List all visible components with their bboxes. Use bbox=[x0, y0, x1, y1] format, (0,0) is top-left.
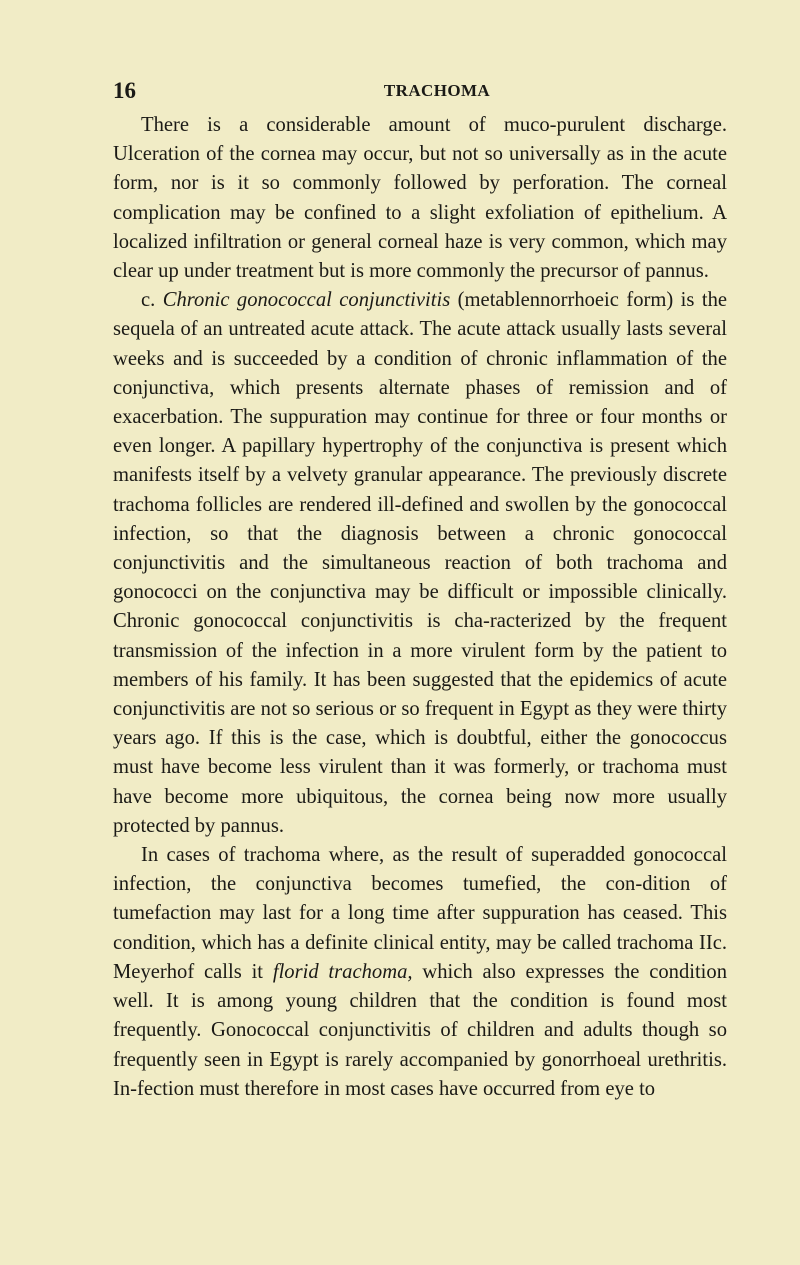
paragraph-1-text: There is a considerable amount of muco-purulent discharge. Ulceration of the cornea may occur, but not so universally as in the acute form, nor is it so commonly followed by perforation. The corneal complication may be confined to a slight exfoliation of epithelium. A localized infiltration or general corneal haze is very common, which may clear up under treatment but is more commonly the precursor of pannus. bbox=[113, 114, 727, 283]
paragraph-3-text-after: which also expresses the condition well. It is among young children that the condition is found most frequently. Gonococcal conjunctivitis of children and adults though so frequently seen in Egypt is rarely accompanied by gonorrhoeal urethritis. In-fection must therefore in most cases have occurred from eye to bbox=[113, 960, 727, 1100]
paragraph-2-italic-term: Chronic gonococcal conjunctivitis bbox=[162, 289, 451, 312]
body-text bbox=[113, 111, 727, 1104]
page-number: 16 bbox=[113, 78, 136, 103]
page-header bbox=[113, 76, 727, 106]
paragraph-3-text-before: In cases of trachoma where, as the result of superadded gonococcal infection, the conjunctiva becomes tumefied, the con-dition of tumefaction may last for a long time after suppuration has ceased. This condition, which has a definite clinical entity, may be called trachoma IIc. Meyerhof calls it bbox=[113, 844, 727, 983]
paragraph-3 bbox=[113, 841, 727, 1104]
paragraph-1 bbox=[113, 111, 727, 286]
paragraph-3-italic-term: florid trachoma, bbox=[272, 960, 413, 983]
running-title: TRACHOMA bbox=[383, 81, 491, 100]
paragraph-2 bbox=[113, 286, 727, 841]
paragraph-2-prefix: c. bbox=[141, 289, 163, 312]
paragraph-2-text: (metablennorrhoeic form) is the sequela of an untreated acute attack. The acute attack usually lasts several weeks and is succeeded by a condition of chronic inflammation of the conjunctiva, which presents alternate phases of remission and of exacerbation. The suppuration may continue for three or four months or even longer. A papillary hypertrophy of the conjunctiva is present which manifests itself by a velvety granular appearance. The previously discrete trachoma follicles are rendered ill-defined and swollen by the gonococcal infection, so that the diagnosis between a chronic gonococcal conjunctivitis and the simultaneous reaction of both trachoma and gonococci on the conjunctiva may be difficult or impossible clinically. Chronic gonococcal conjunctivitis is cha-racterized by the frequent transmission of the infection in a more virulent form by the patient to members of his family. It has been suggested that the epidemics of acute conjunctivitis are not so serious or so frequent in Egypt as they were thirty years ago. If this is the case, which is doubtful, either the gonococcus must have become less virulent than it was formerly, or trachoma must have become more ubiquitous, the cornea being now more usually protected by pannus. bbox=[113, 289, 728, 837]
